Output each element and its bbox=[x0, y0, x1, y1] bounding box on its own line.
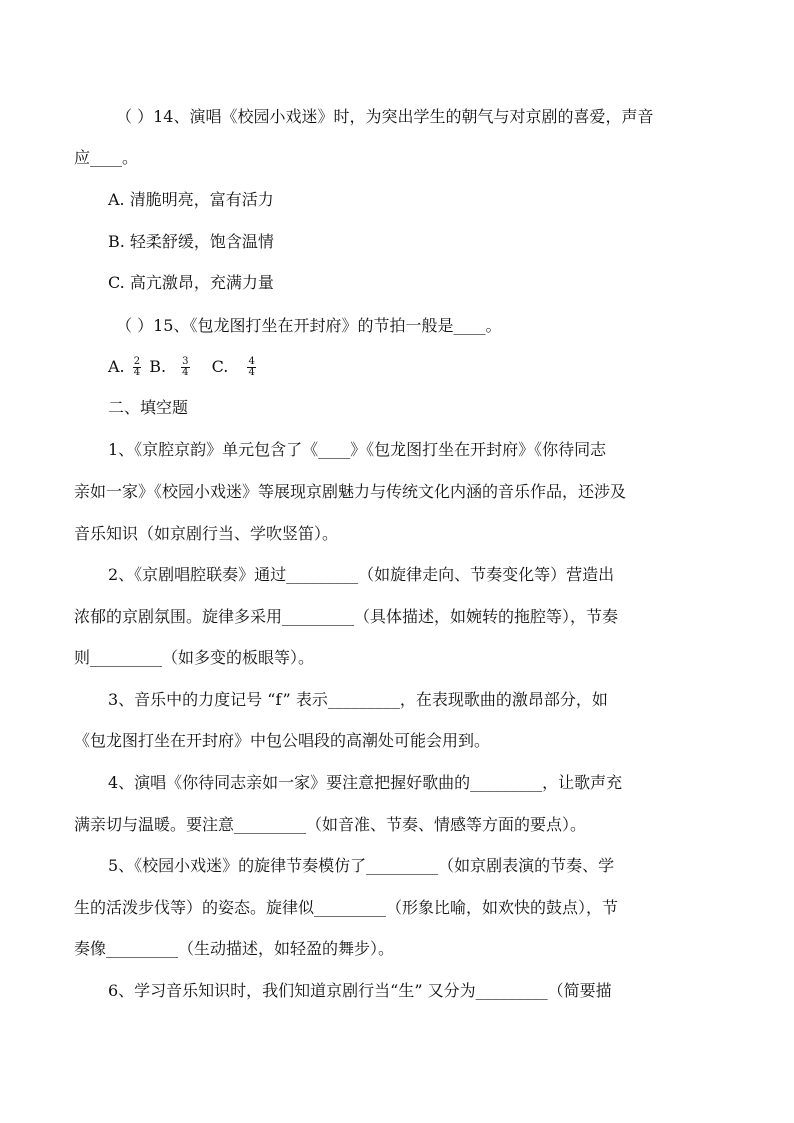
fill-question-2-line-3: 则_________（如多变的板眼等）。 bbox=[74, 648, 315, 667]
fill-question-3-line-2: 《包龙图打坐在开封府》中包公唱段的高潮处可能会用到。 bbox=[74, 731, 491, 750]
fill-question-5-line-2: 生的活泼步伐等）的姿态。旋律似_________（形象比喻，如欢快的鼓点），节 bbox=[74, 898, 619, 917]
fill-question-5-line-3: 奏像_________（生动描述，如轻盈的舞步）。 bbox=[74, 939, 395, 958]
fill-question-1-line-2: 亲如一家》《校园小戏迷》等展现京剧魅力与传统文化内涵的音乐作品，还涉及 bbox=[74, 482, 627, 501]
fill-question-3-line-1: 3、音乐中的力度记号 “f” 表示_________，在表现歌曲的激昂部分，如 bbox=[108, 690, 608, 709]
fill-question-2-line-1: 2、《京剧唱腔联奏》通过_________（如旋律走向、节奏变化等）营造出 bbox=[108, 565, 615, 584]
fill-question-6-line-1: 6、学习音乐知识时，我们知道京剧行当“生” 又分为_________（简要描 bbox=[108, 981, 612, 1000]
question-15-options bbox=[108, 354, 754, 380]
time-signature-3-4: $\frac{3}{4}$ bbox=[182, 356, 189, 378]
question-14-stem-cont: 应____。 bbox=[74, 148, 139, 167]
question-14-option-a: A. 清脆明亮，富有活力 bbox=[108, 190, 274, 209]
question-15-stem: （ ）15、《包龙图打坐在开封府》的节拍一般是____。 bbox=[116, 316, 502, 335]
question-14-stem: （ ）14、演唱《校园小戏迷》时，为突出学生的朝气与对京剧的喜爱，声音 bbox=[116, 107, 654, 126]
question-14-option-b: B. 轻柔舒缓，饱含温情 bbox=[108, 232, 274, 251]
fill-question-1-line-3: 音乐知识（如京剧行当、学吹竖笛）。 bbox=[74, 524, 339, 543]
section-title: 二、填空题 bbox=[108, 398, 189, 417]
fill-question-5-line-1: 5、《校园小戏迷》的旋律节奏模仿了_________（如京剧表演的节奏、学 bbox=[108, 856, 615, 875]
fill-question-2-line-2: 浓郁的京剧氛围。旋律多采用_________（具体描述，如婉转的拖腔等），节奏 bbox=[74, 607, 619, 626]
question-14-option-c: C. 高亢激昂，充满力量 bbox=[108, 273, 274, 292]
fill-question-1-line-1: 1、《京腔京韵》单元包含了《____》《包龙图打坐在开封府》《你待同志 bbox=[108, 440, 607, 459]
time-signature-4-4: $\frac{4}{4}$ bbox=[248, 356, 255, 378]
question-15-option-c: C. $\frac{4}{4}$ bbox=[211, 356, 255, 378]
time-signature-2-4: $\frac{2}{4}$ bbox=[133, 356, 141, 378]
question-15-option-a: A. $\frac{2}{4}$ bbox=[108, 356, 141, 378]
fill-question-4-line-2: 满亲切与温暖。要注意_________（如音准、节奏、情感等方面的要点）。 bbox=[74, 815, 587, 834]
fill-question-4-line-1: 4、演唱《你待同志亲如一家》要注意把握好歌曲的_________，让歌声充 bbox=[108, 773, 623, 792]
question-15-option-b: B. $\frac{3}{4}$ bbox=[149, 356, 189, 378]
